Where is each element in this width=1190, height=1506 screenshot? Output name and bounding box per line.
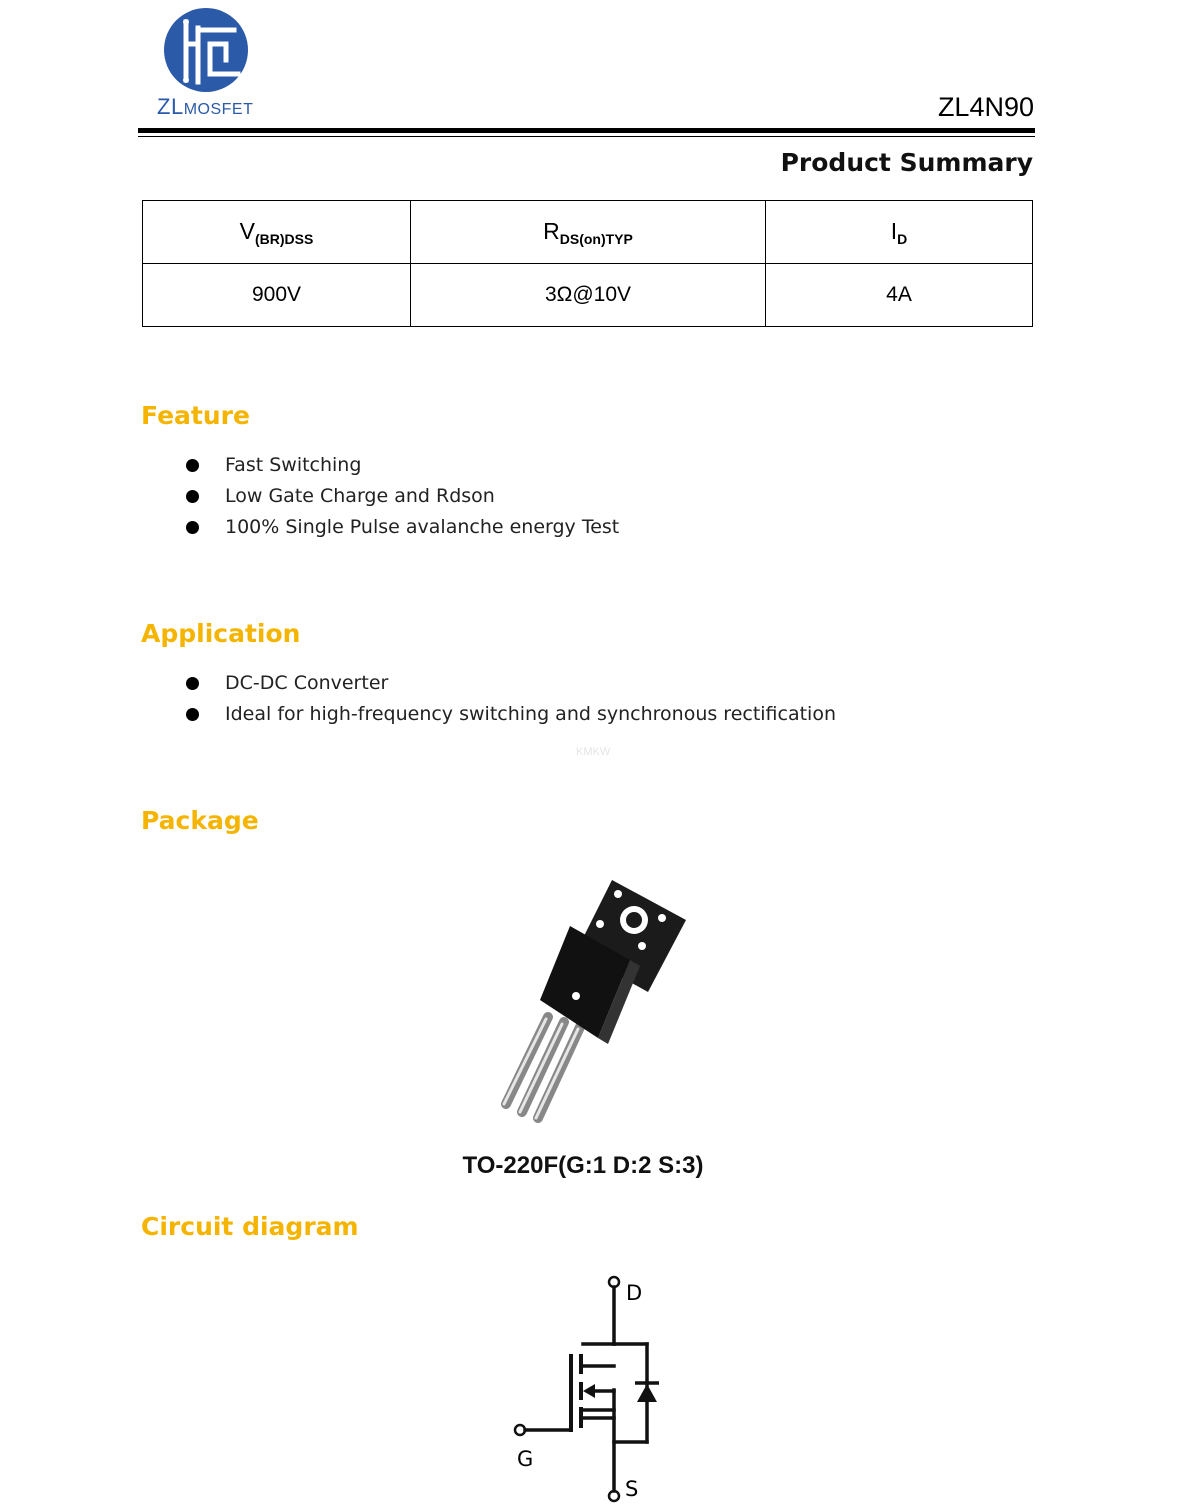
list-item-text: Ideal for high-frequency switching and synchronous rectification: [225, 703, 837, 725]
header-rule-thin: [138, 136, 1035, 137]
header-rdson: [411, 201, 766, 264]
bullet-icon: [186, 459, 199, 472]
subscript: (BR)DSS: [255, 230, 314, 247]
bullet-icon: [186, 521, 199, 534]
header-id: [766, 201, 1033, 264]
list-item-text: 100% Single Pulse avalanche energy Test: [225, 516, 620, 538]
gate-label: G: [517, 1447, 534, 1471]
list-item: [186, 481, 619, 512]
bullet-icon: [186, 708, 199, 721]
logo-wordmark-big: ZL: [157, 94, 184, 119]
feature-list: [186, 450, 619, 543]
symbol: I: [890, 217, 898, 244]
product-summary-table: [142, 200, 1033, 327]
value-rdson: 3Ω@10V: [411, 264, 766, 327]
header-rule-thick: [138, 128, 1035, 133]
symbol: R: [543, 217, 560, 244]
table-row: [143, 264, 1033, 327]
subscript: DS(on)TYP: [559, 230, 633, 247]
to220f-package-image: [490, 872, 700, 1127]
part-number: ZL4N90: [937, 92, 1034, 122]
list-item-text: Low Gate Charge and Rdson: [225, 485, 495, 507]
list-item-text: DC-DC Converter: [225, 672, 389, 694]
list-item: [186, 512, 619, 543]
drain-label: D: [626, 1281, 643, 1305]
product-summary-title: Product Summary: [780, 148, 1033, 177]
feature-title: Feature: [141, 401, 250, 430]
watermark: KMKW: [576, 746, 611, 758]
logo-wordmark: [157, 94, 253, 120]
value-vbrdss: 900V: [143, 264, 411, 327]
logo-wordmark-small: MOSFET: [183, 101, 254, 118]
list-item: [186, 450, 619, 481]
subscript: D: [897, 230, 908, 247]
application-title: Application: [141, 619, 301, 648]
table-header-row: [143, 201, 1033, 264]
bullet-icon: [186, 490, 199, 503]
header-vbrdss: [143, 201, 411, 264]
mosfet-circuit-diagram: [505, 1270, 675, 1506]
value-id: 4A: [766, 264, 1033, 327]
package-title: Package: [141, 806, 259, 835]
list-item: [186, 699, 836, 730]
bullet-icon: [186, 677, 199, 690]
list-item: [186, 668, 836, 699]
symbol: V: [239, 217, 255, 244]
application-list: [186, 668, 836, 730]
list-item-text: Fast Switching: [225, 454, 362, 476]
source-label: S: [625, 1477, 639, 1501]
circuit-diagram-title: Circuit diagram: [141, 1212, 359, 1241]
package-caption: TO-220F(G:1 D:2 S:3): [462, 1152, 704, 1179]
